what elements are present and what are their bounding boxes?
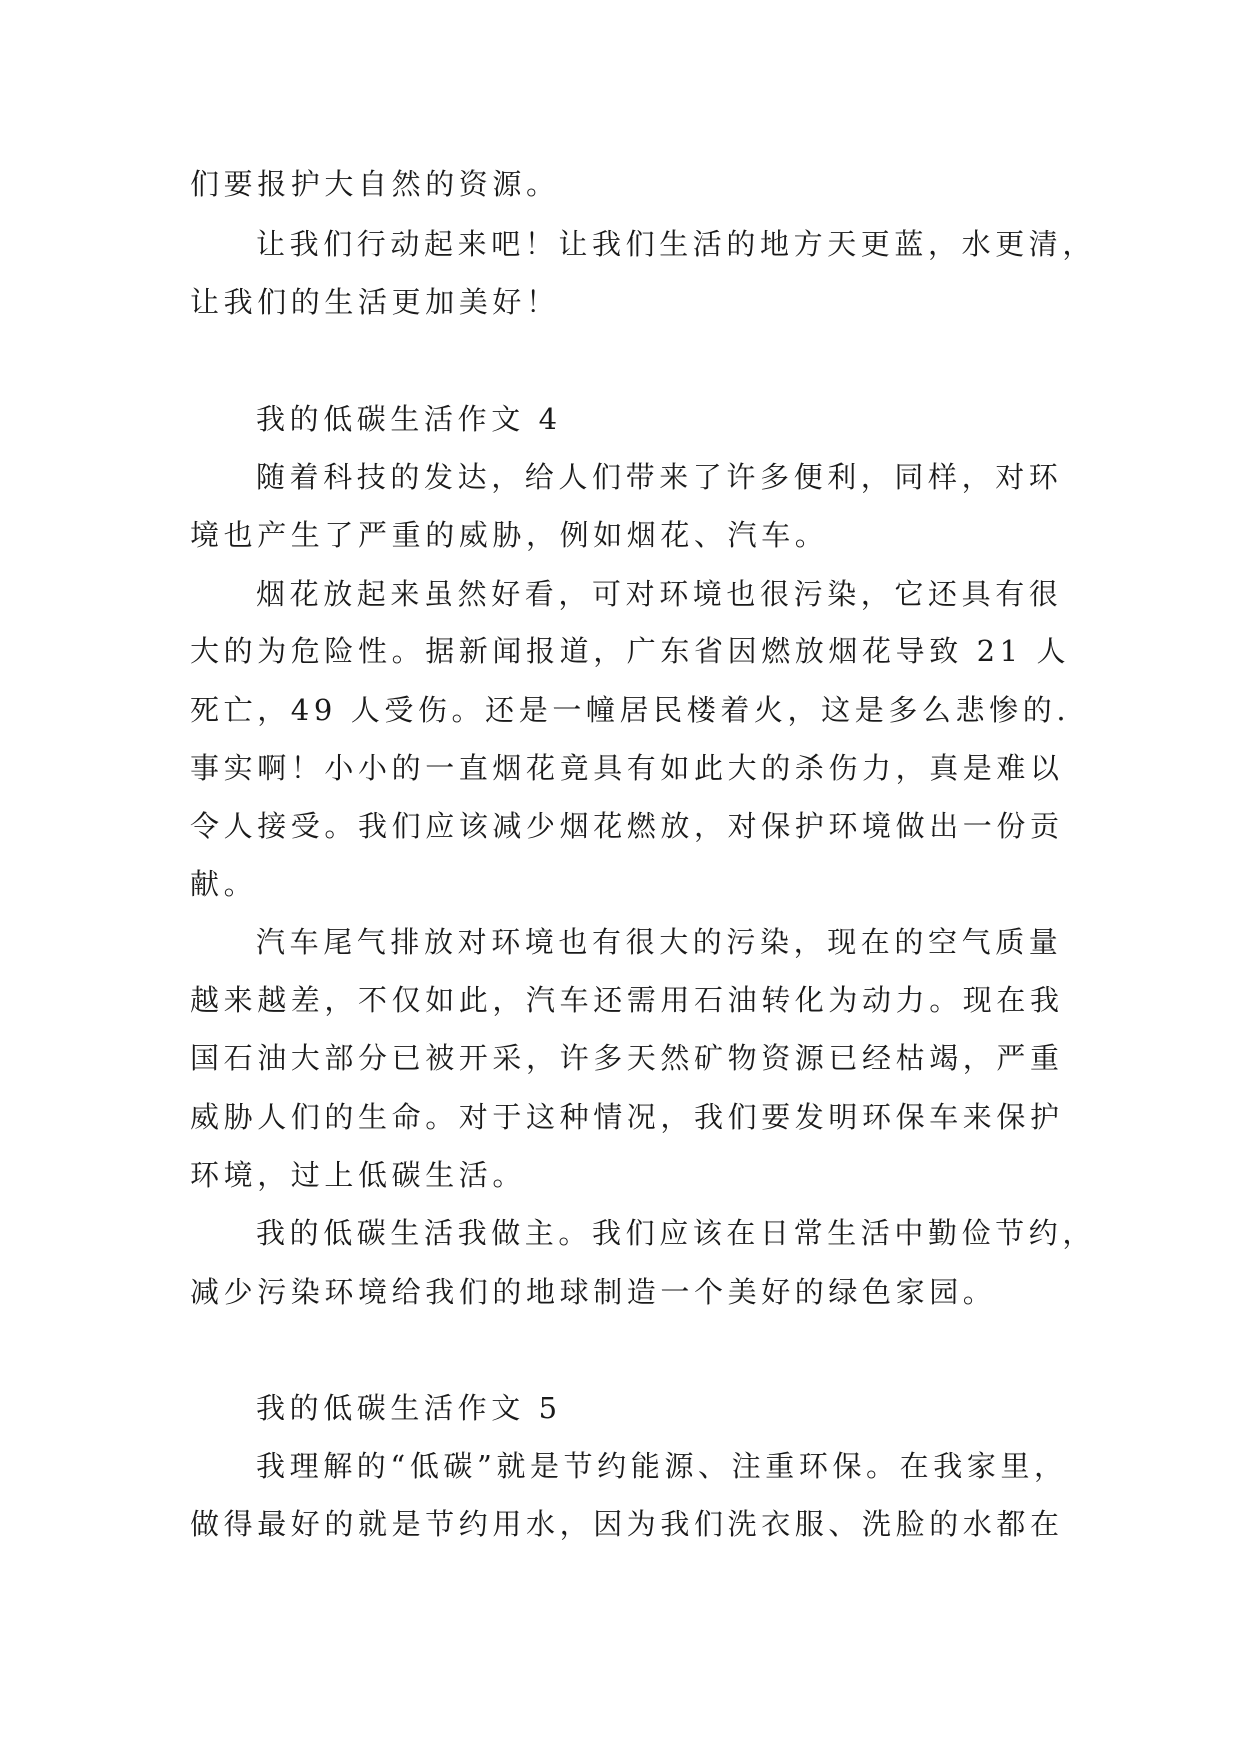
paragraph-line: 国石油大部分已被开采，许多天然矿物资源已经枯竭，严重 [190, 1041, 1064, 1075]
paragraph-line: 们要报护大自然的资源。 [190, 167, 560, 201]
paragraph-line: 越来越差，不仅如此，汽车还需用石油转化为动力。现在我 [190, 983, 1064, 1017]
paragraph-line: 死亡，49 人受伤。还是一幢居民楼着火，这是多么悲惨的. [190, 693, 1071, 727]
paragraph-line: 做得最好的就是节约用水，因为我们洗衣服、洗脸的水都在 [190, 1507, 1064, 1541]
paragraph-line: 令人接受。我们应该减少烟花燃放，对保护环境做出一份贡 [190, 809, 1064, 843]
section-heading: 我的低碳生活作文 4 [256, 402, 562, 436]
paragraph-line: 威胁人们的生命。对于这种情况，我们要发明环保车来保护 [190, 1100, 1064, 1134]
paragraph-line: 烟花放起来虽然好看，可对环境也很污染，它还具有很 [256, 577, 1063, 611]
paragraph-line: 境也产生了严重的威胁，例如烟花、汽车。 [190, 518, 829, 552]
paragraph-line: 我的低碳生活我做主。我们应该在日常生活中勤俭节约， [256, 1216, 1097, 1250]
paragraph-line: 汽车尾气排放对环境也有很大的污染，现在的空气质量 [256, 925, 1063, 959]
paragraph-line: 让我们的生活更加美好！ [190, 285, 560, 319]
paragraph-line: 减少污染环境给我们的地球制造一个美好的绿色家园。 [190, 1275, 997, 1309]
paragraph-line: 事实啊！小小的一直烟花竟具有如此大的杀伤力，真是难以 [190, 751, 1064, 785]
paragraph-line: 随着科技的发达，给人们带来了许多便利，同样，对环 [256, 460, 1063, 494]
paragraph-line: 让我们行动起来吧！让我们生活的地方天更蓝，水更清， [256, 227, 1097, 261]
paragraph-line: 我理解的“低碳”就是节约能源、注重环保。在我家里， [256, 1449, 1068, 1483]
paragraph-line: 环境，过上低碳生活。 [190, 1158, 527, 1192]
paragraph-line: 大的为危险性。据新闻报道，广东省因燃放烟花导致 21 人 [190, 634, 1071, 668]
section-heading: 我的低碳生活作文 5 [256, 1391, 562, 1425]
paragraph-line: 献。 [190, 867, 258, 901]
